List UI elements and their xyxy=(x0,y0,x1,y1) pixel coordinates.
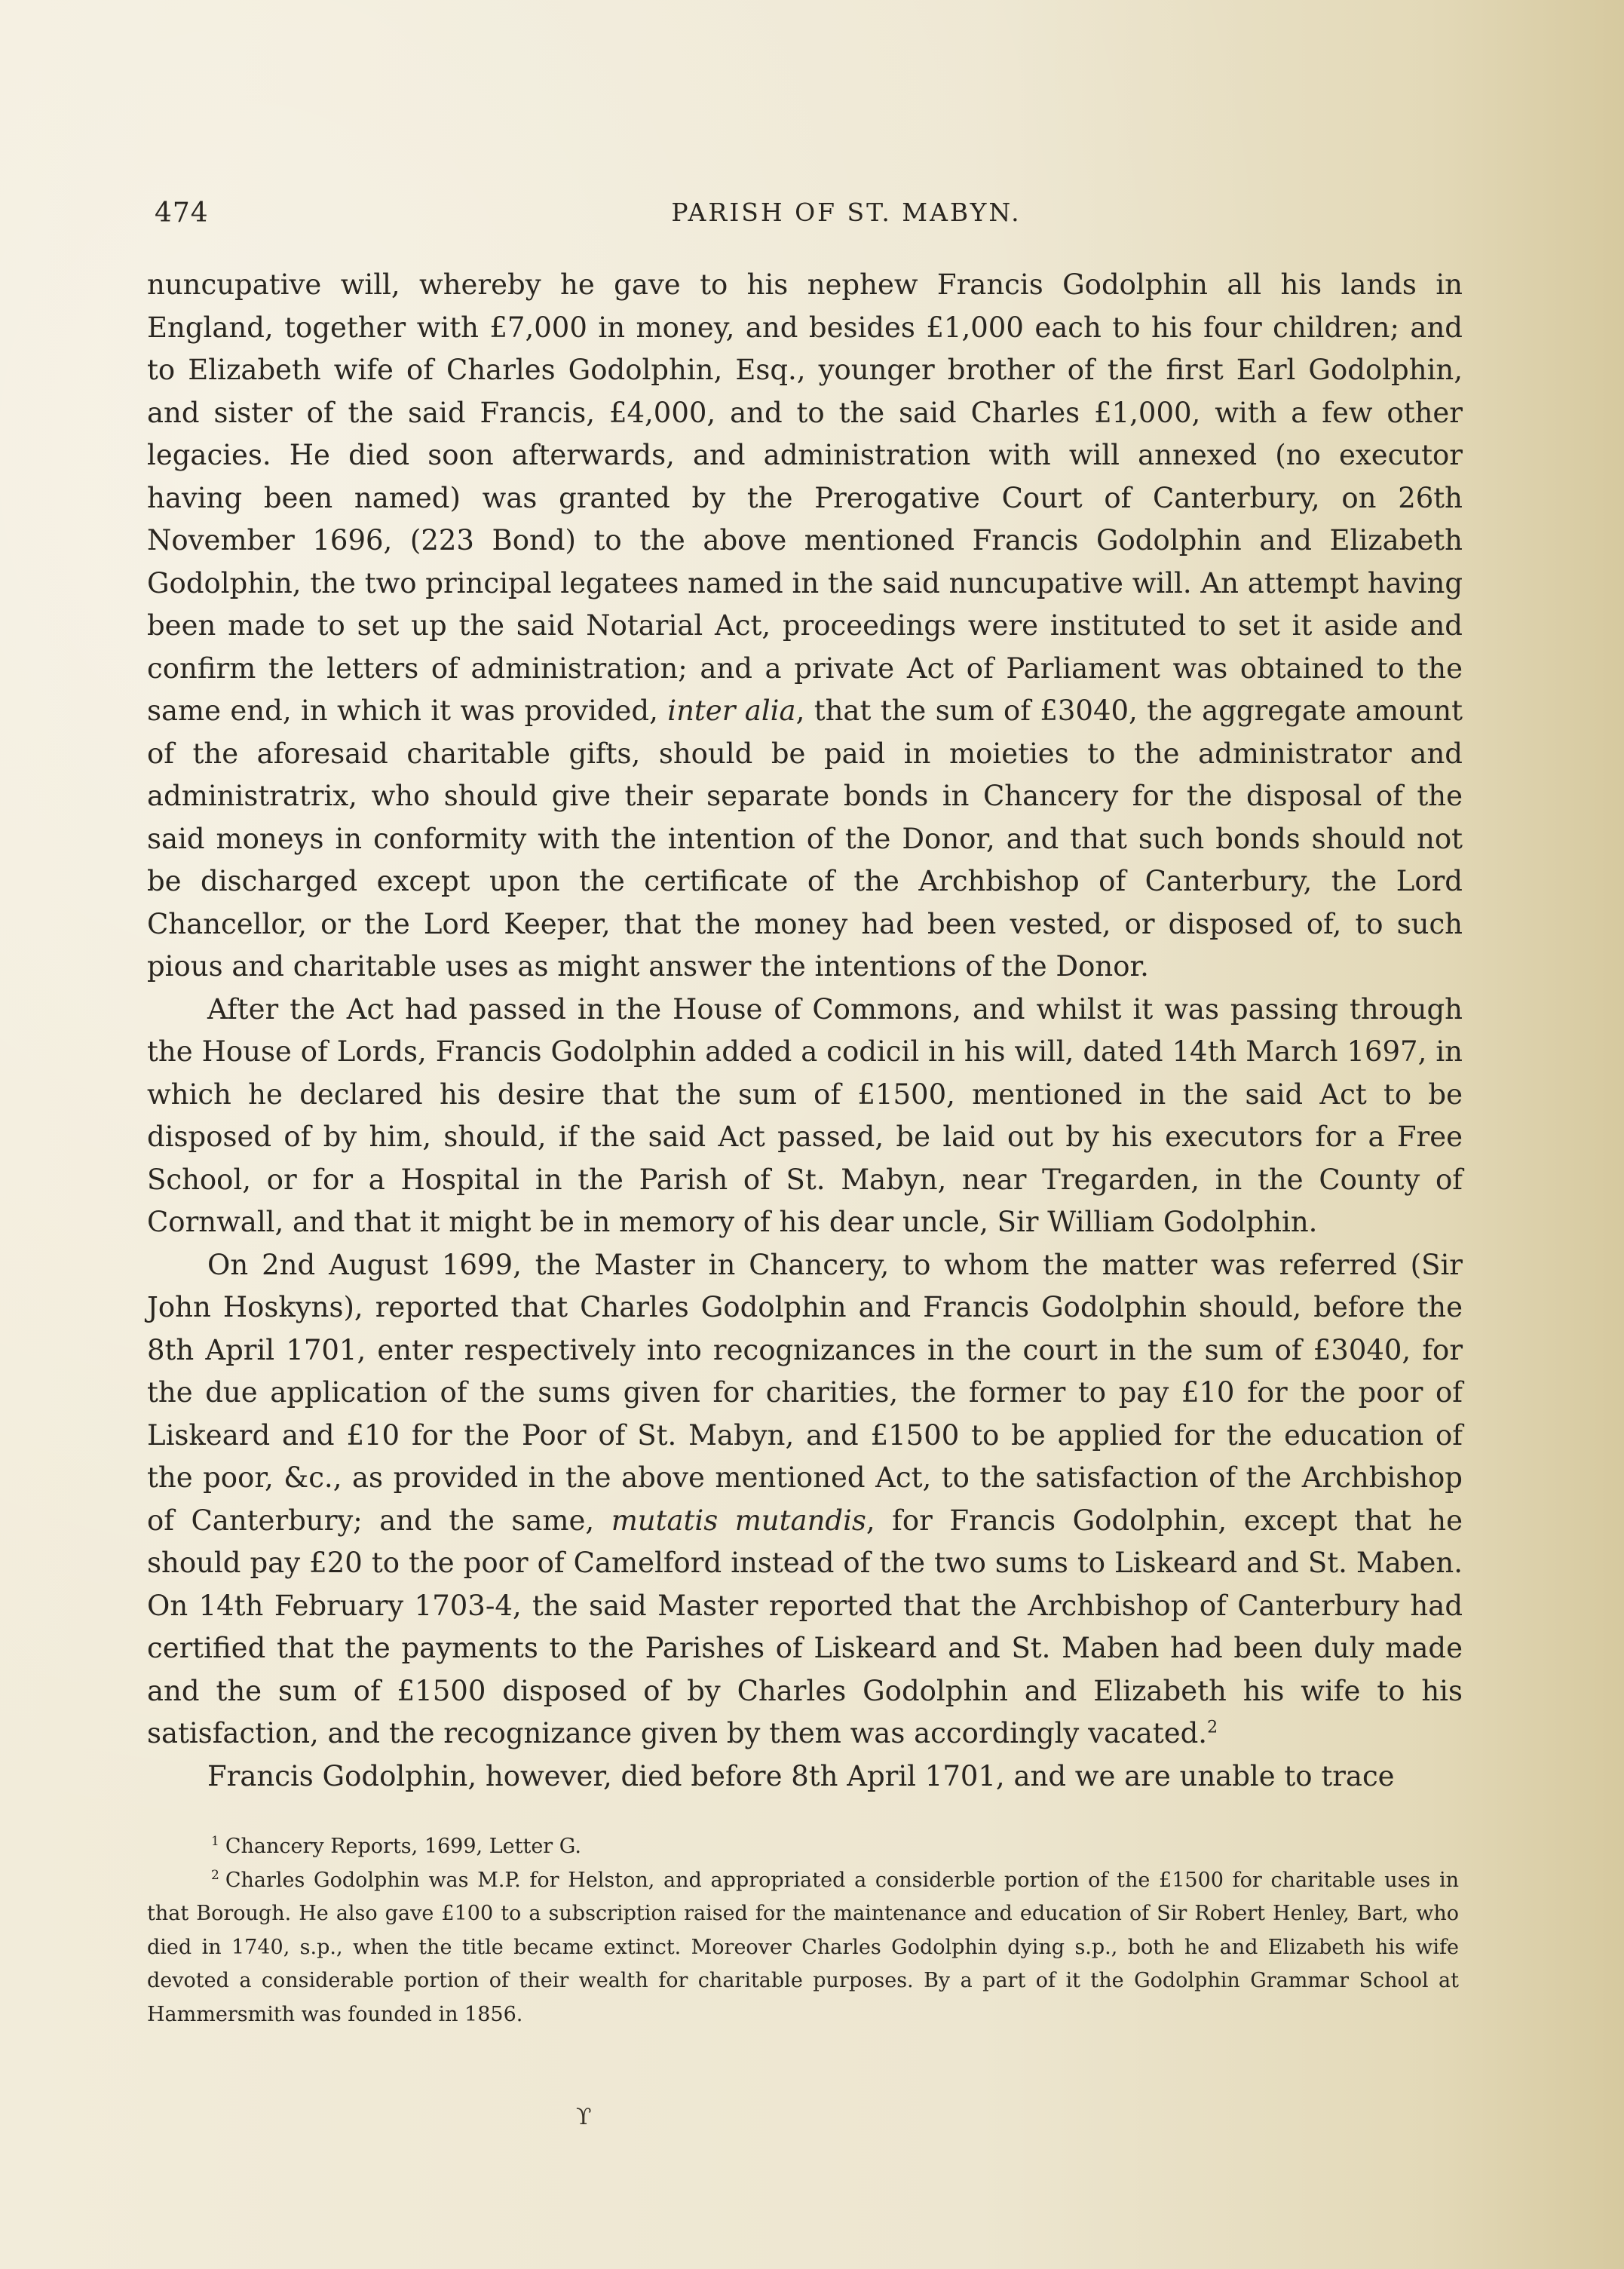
paragraph-text: nuncupative will, whereby he gave to his nephew Francis Godolphin all his lands in England, together with £7,000 in money, and besides £1,000 each to his four children; and to Elizabeth wife of Charles Godolphin, Esq., younger brother of the first Earl Godolphin, and sister of the said Francis, £4,000, and to the said Charles £1,000, with a few other legacies. He died soon afterwards, and administration with will annexed (no executor having been named) was granted by the Prerogative Court of Canterbury, on 26th November 1696, (223 Bond) to the above mentioned Francis Godolphin and Elizabeth Godolphin, the two principal legatees named in the said nuncupative will. An attempt having been made to set up the said Notarial Act, proceedings were instituted to set it aside and confirm the letters of administration; and a private Act of Parliament was obtained to the same end, in which it was provided, xyxy=(147,268,1463,727)
paragraph-text: , that the sum of £3040, the aggregate amount of the aforesaid charitable gifts, should be paid in moieties to the administrator and administratrix, who should give their separate bonds in Chancery for the disposal of the said moneys in conformity with the intention of the Donor, and that such bonds should not be discharged except upon the certificate of the Archbishop of Canterbury, the Lord Chancellor, or the Lord Keeper, that the money had been vested, or disposed of, to such pious and charitable uses as might answer the intentions of the Donor. xyxy=(147,694,1463,983)
paragraph-text: , for Francis Godolphin, except that he should pay £20 to the poor of Camelford instead of the two sums to Liskeard and St. Maben. On 14th February 1703-4, the said Master reported that the Archbishop of Canterbury had certified that the payments to the Parishes of Liskeard and St. Maben had been duly made and the sum of £1500 disposed of by Charles Godolphin and Elizabeth his wife to his satisfaction, and the recognizance given by them was accordingly vacated. xyxy=(147,1504,1463,1749)
italic-phrase: mutatis mutandis xyxy=(611,1504,866,1537)
page-number: 474 xyxy=(155,198,209,228)
footnote-number: 2 xyxy=(211,1867,219,1883)
footnote-number: 1 xyxy=(211,1834,219,1849)
italic-phrase: inter alia xyxy=(667,694,796,727)
footnote-text: Charles Godolphin was M.P. for Helston, and appropriated a considerble portion of the £1500 for charitable uses in that Borough. He also gave £100 to a subscription raised for the maintenance and education of Sir Robert Henley, Bart, who died in 1740, s.p., when the title became extinct. Moreover Charles Godolphin dying s.p., both he and Elizabeth his wife devoted a considerable portion of their wealth for charitable purposes. By a part of it the Godolphin Grammar School at Hammersmith was founded in 1856. xyxy=(147,1868,1459,2026)
paragraph: Francis Godolphin, however, died before 8th April 1701, and we are unable to trace xyxy=(207,1759,1395,1792)
footnote xyxy=(147,1830,1459,1864)
page-header xyxy=(155,198,1470,235)
paragraph-continued xyxy=(147,264,1463,989)
running-head: PARISH OF ST. MABYN. xyxy=(671,198,1022,227)
footnotes xyxy=(147,1830,1459,2031)
footnote-text: Chancery Reports, 1699, Letter G. xyxy=(225,1835,581,1858)
body-text xyxy=(147,264,1463,1798)
signature-mark: ϒ xyxy=(576,2104,592,2130)
paragraph xyxy=(147,1244,1463,1755)
footnote-reference: 2 xyxy=(1207,1718,1218,1737)
footnote xyxy=(147,1864,1459,2032)
paragraph: After the Act had passed in the House of Commons, and whilst it was passing through the House of Lords, Francis Godolphin added a codicil in his will, dated 14th March 1697, in which he declared his desire that the sum of £1500, mentioned in the said Act to be disposed of by him, should, if the said Act passed, be laid out by his executors for a Free School, or for a Hospital in the Parish of St. Mabyn, near Tregarden, in the County of Cornwall, and that it might be in memory of his dear uncle, Sir William Godolphin. xyxy=(147,992,1463,1238)
paragraph-text: On 2nd August 1699, the Master in Chancery, to whom the matter was referred (Sir John Hoskyns), reported that Charles Godolphin and Francis Godolphin should, before the 8th April 1701, enter respectively into recognizances in the court in the sum of £3040, for the due application of the sums given for charities, the former to pay £10 for the poor of Liskeard and £10 for the Poor of St. Mabyn, and £1500 to be applied for the education of the poor, &c., as provided in the above mentioned Act, to the satisfaction of the Archbishop of Canterbury; and the same, xyxy=(147,1248,1463,1537)
